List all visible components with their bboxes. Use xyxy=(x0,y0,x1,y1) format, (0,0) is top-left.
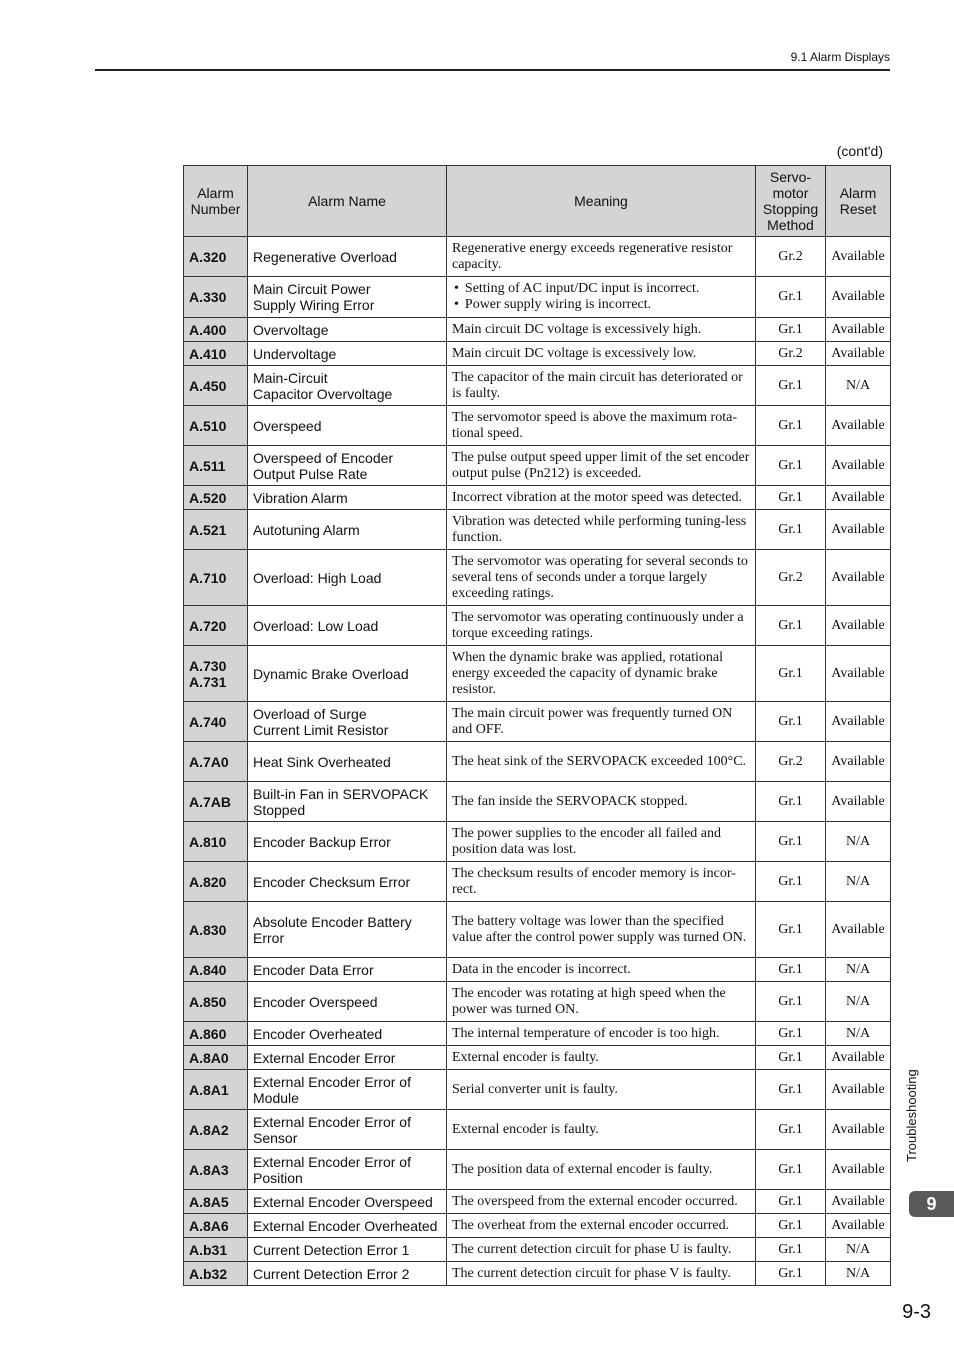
alarm-name: Dynamic Brake Overload xyxy=(248,646,447,702)
stopping-method: Gr.1 xyxy=(756,606,826,646)
alarm-meaning: The overheat from the external encoder occurred. xyxy=(447,1214,756,1238)
header-rule xyxy=(95,69,890,71)
alarm-name: Overspeed xyxy=(248,406,447,446)
col-header-stopping: Servo- motor Stopping Method xyxy=(756,166,826,237)
running-header: 9.1 Alarm Displays xyxy=(790,50,890,64)
stopping-method: Gr.1 xyxy=(756,277,826,318)
table-row xyxy=(184,342,891,366)
alarm-name: Encoder Overspeed xyxy=(248,982,447,1022)
stopping-method: Gr.1 xyxy=(756,862,826,902)
stopping-method: Gr.1 xyxy=(756,958,826,982)
stopping-method: Gr.1 xyxy=(756,1110,826,1150)
alarm-meaning: The servomotor speed is above the maximum rota-tional speed. xyxy=(447,406,756,446)
alarm-name: External Encoder Error of Module xyxy=(248,1070,447,1110)
table-row xyxy=(184,1046,891,1070)
alarm-number: A.8A3 xyxy=(184,1150,248,1190)
stopping-method: Gr.1 xyxy=(756,1046,826,1070)
alarm-number: A.850 xyxy=(184,982,248,1022)
table-row xyxy=(184,1150,891,1190)
table-row xyxy=(184,646,891,702)
stopping-method: Gr.2 xyxy=(756,742,826,782)
alarm-name: Overload of Surge Current Limit Resistor xyxy=(248,702,447,742)
alarm-number: A.840 xyxy=(184,958,248,982)
alarm-name: Encoder Backup Error xyxy=(248,822,447,862)
alarm-reset: N/A xyxy=(826,982,891,1022)
alarm-meaning: Data in the encoder is incorrect. xyxy=(447,958,756,982)
bullet-item: • Setting of AC input/DC input is incorrect. xyxy=(452,281,750,297)
stopping-method: Gr.1 xyxy=(756,1214,826,1238)
alarm-reset: Available xyxy=(826,1070,891,1110)
alarm-meaning: The fan inside the SERVOPACK stopped. xyxy=(447,782,756,822)
table-row xyxy=(184,550,891,606)
table-row xyxy=(184,366,891,406)
alarm-reset: Available xyxy=(826,318,891,342)
alarm-reset: Available xyxy=(826,342,891,366)
alarm-reset: Available xyxy=(826,277,891,318)
stopping-method: Gr.1 xyxy=(756,646,826,702)
alarm-reset: Available xyxy=(826,510,891,550)
alarm-number: A.510 xyxy=(184,406,248,446)
table-row xyxy=(184,782,891,822)
alarm-meaning: The internal temperature of encoder is too high. xyxy=(447,1022,756,1046)
alarm-name: Vibration Alarm xyxy=(248,486,447,510)
alarm-name: Encoder Overheated xyxy=(248,1022,447,1046)
alarm-meaning: When the dynamic brake was applied, rotational energy exceeded the capacity of dynamic brake resistor. xyxy=(447,646,756,702)
stopping-method: Gr.2 xyxy=(756,550,826,606)
alarm-reset: Available xyxy=(826,606,891,646)
table-row xyxy=(184,1238,891,1262)
stopping-method: Gr.1 xyxy=(756,702,826,742)
alarm-name: External Encoder Error of Position xyxy=(248,1150,447,1190)
alarm-meaning: The heat sink of the SERVOPACK exceeded 100°C. xyxy=(447,742,756,782)
alarm-name: Undervoltage xyxy=(248,342,447,366)
alarm-number: A.7A0 xyxy=(184,742,248,782)
alarm-number: A.8A6 xyxy=(184,1214,248,1238)
alarm-number: A.8A2 xyxy=(184,1110,248,1150)
alarm-number: A.521 xyxy=(184,510,248,550)
table-row xyxy=(184,486,891,510)
table-row xyxy=(184,1190,891,1214)
stopping-method: Gr.1 xyxy=(756,982,826,1022)
alarm-number: A.740 xyxy=(184,702,248,742)
alarm-meaning: The checksum results of encoder memory is incor-rect. xyxy=(447,862,756,902)
alarm-name: Absolute Encoder Battery Error xyxy=(248,902,447,958)
alarm-number: A.710 xyxy=(184,550,248,606)
alarm-name: External Encoder Error of Sensor xyxy=(248,1110,447,1150)
table-row xyxy=(184,406,891,446)
alarm-number: A.b32 xyxy=(184,1262,248,1286)
alarm-reset: Available xyxy=(826,1046,891,1070)
page-number: 9-3 xyxy=(902,1301,931,1323)
stopping-method: Gr.1 xyxy=(756,822,826,862)
alarm-number: A.330 xyxy=(184,277,248,318)
alarm-reset: Available xyxy=(826,702,891,742)
chapter-tab: 9 xyxy=(909,1191,954,1217)
alarm-number: A.410 xyxy=(184,342,248,366)
alarm-number: A.8A1 xyxy=(184,1070,248,1110)
alarm-number: A.8A5 xyxy=(184,1190,248,1214)
alarm-reset: Available xyxy=(826,550,891,606)
col-header-reset: Alarm Reset xyxy=(826,166,891,237)
alarm-number: A.730 A.731 xyxy=(184,646,248,702)
alarm-name: Overload: High Load xyxy=(248,550,447,606)
alarm-name: Built-in Fan in SERVOPACK Stopped xyxy=(248,782,447,822)
stopping-method: Gr.1 xyxy=(756,406,826,446)
alarm-name: Autotuning Alarm xyxy=(248,510,447,550)
alarm-meaning: The power supplies to the encoder all failed and position data was lost. xyxy=(447,822,756,862)
stopping-method: Gr.2 xyxy=(756,342,826,366)
alarm-number: A.830 xyxy=(184,902,248,958)
alarm-meaning: The encoder was rotating at high speed when the power was turned ON. xyxy=(447,982,756,1022)
alarm-meaning: Main circuit DC voltage is excessively high. xyxy=(447,318,756,342)
alarm-rows xyxy=(184,237,891,1286)
alarm-name: Main Circuit Power Supply Wiring Error xyxy=(248,277,447,318)
stopping-method: Gr.1 xyxy=(756,1070,826,1110)
alarm-meaning: External encoder is faulty. xyxy=(447,1046,756,1070)
table-row xyxy=(184,277,891,318)
table-row xyxy=(184,1110,891,1150)
alarm-meaning: Serial converter unit is faulty. xyxy=(447,1070,756,1110)
col-header-name: Alarm Name xyxy=(248,166,447,237)
alarm-number: A.820 xyxy=(184,862,248,902)
alarm-table xyxy=(183,165,891,1286)
alarm-meaning: The main circuit power was frequently turned ON and OFF. xyxy=(447,702,756,742)
table-row xyxy=(184,1262,891,1286)
table-row xyxy=(184,702,891,742)
stopping-method: Gr.1 xyxy=(756,902,826,958)
alarm-name: Main-Circuit Capacitor Overvoltage xyxy=(248,366,447,406)
alarm-reset: Available xyxy=(826,446,891,486)
alarm-reset: N/A xyxy=(826,958,891,982)
alarm-meaning: The servomotor was operating for several seconds to several tens of seconds under a torque largely exceeding ratings. xyxy=(447,550,756,606)
col-header-number: Alarm Number xyxy=(184,166,248,237)
alarm-number: A.450 xyxy=(184,366,248,406)
alarm-name: External Encoder Overspeed xyxy=(248,1190,447,1214)
stopping-method: Gr.1 xyxy=(756,1022,826,1046)
col-header-meaning: Meaning xyxy=(447,166,756,237)
alarm-number: A.511 xyxy=(184,446,248,486)
table-row xyxy=(184,1022,891,1046)
alarm-name: Overspeed of Encoder Output Pulse Rate xyxy=(248,446,447,486)
stopping-method: Gr.1 xyxy=(756,510,826,550)
alarm-meaning: The current detection circuit for phase V is faulty. xyxy=(447,1262,756,1286)
alarm-number: A.8A0 xyxy=(184,1046,248,1070)
table-row xyxy=(184,958,891,982)
alarm-name: Heat Sink Overheated xyxy=(248,742,447,782)
alarm-name: Encoder Checksum Error xyxy=(248,862,447,902)
alarm-meaning: Incorrect vibration at the motor speed was detected. xyxy=(447,486,756,510)
chapter-side-label: Troubleshooting xyxy=(904,1069,919,1162)
alarm-meaning xyxy=(447,277,756,318)
stopping-method: Gr.1 xyxy=(756,1238,826,1262)
alarm-meaning: The capacitor of the main circuit has deteriorated or is faulty. xyxy=(447,366,756,406)
table-row xyxy=(184,902,891,958)
stopping-method: Gr.1 xyxy=(756,1262,826,1286)
alarm-reset: Available xyxy=(826,486,891,510)
stopping-method: Gr.1 xyxy=(756,446,826,486)
alarm-reset: Available xyxy=(826,902,891,958)
alarm-name: Current Detection Error 2 xyxy=(248,1262,447,1286)
alarm-reset: Available xyxy=(826,237,891,277)
alarm-number: A.7AB xyxy=(184,782,248,822)
alarm-meaning: The position data of external encoder is faulty. xyxy=(447,1150,756,1190)
alarm-reset: N/A xyxy=(826,1022,891,1046)
stopping-method: Gr.1 xyxy=(756,366,826,406)
alarm-reset: N/A xyxy=(826,366,891,406)
continued-label: (cont'd) xyxy=(836,143,883,159)
table-row xyxy=(184,862,891,902)
table-row xyxy=(184,446,891,486)
alarm-name: Regenerative Overload xyxy=(248,237,447,277)
stopping-method: Gr.1 xyxy=(756,1150,826,1190)
alarm-number: A.720 xyxy=(184,606,248,646)
table-row xyxy=(184,822,891,862)
alarm-number: A.810 xyxy=(184,822,248,862)
alarm-meaning: The pulse output speed upper limit of the set encoder output pulse (Pn212) is exceeded. xyxy=(447,446,756,486)
alarm-number: A.b31 xyxy=(184,1238,248,1262)
table-row xyxy=(184,606,891,646)
alarm-meaning: The overspeed from the external encoder occurred. xyxy=(447,1190,756,1214)
alarm-reset: Available xyxy=(826,646,891,702)
alarm-reset: Available xyxy=(826,406,891,446)
alarm-reset: N/A xyxy=(826,822,891,862)
table-header-row xyxy=(184,166,891,237)
alarm-reset: N/A xyxy=(826,1238,891,1262)
alarm-reset: Available xyxy=(826,1150,891,1190)
table-row xyxy=(184,1214,891,1238)
alarm-meaning: The current detection circuit for phase U is faulty. xyxy=(447,1238,756,1262)
alarm-name: External Encoder Overheated xyxy=(248,1214,447,1238)
table-row xyxy=(184,318,891,342)
stopping-method: Gr.2 xyxy=(756,237,826,277)
alarm-name: Overload: Low Load xyxy=(248,606,447,646)
alarm-meaning: Main circuit DC voltage is excessively low. xyxy=(447,342,756,366)
bullet-item: • Power supply wiring is incorrect. xyxy=(452,297,750,313)
alarm-name: External Encoder Error xyxy=(248,1046,447,1070)
table-row xyxy=(184,510,891,550)
alarm-number: A.320 xyxy=(184,237,248,277)
stopping-method: Gr.1 xyxy=(756,782,826,822)
alarm-meaning: The battery voltage was lower than the specified value after the control power supply was turned ON. xyxy=(447,902,756,958)
stopping-method: Gr.1 xyxy=(756,1190,826,1214)
table-row xyxy=(184,982,891,1022)
alarm-meaning: The servomotor was operating continuously under a torque exceeding ratings. xyxy=(447,606,756,646)
alarm-reset: N/A xyxy=(826,1262,891,1286)
alarm-reset: Available xyxy=(826,782,891,822)
alarm-meaning: Regenerative energy exceeds regenerative resistor capacity. xyxy=(447,237,756,277)
alarm-meaning: External encoder is faulty. xyxy=(447,1110,756,1150)
alarm-reset: Available xyxy=(826,1190,891,1214)
stopping-method: Gr.1 xyxy=(756,486,826,510)
alarm-reset: Available xyxy=(826,1214,891,1238)
alarm-meaning: Vibration was detected while performing tuning-less function. xyxy=(447,510,756,550)
table-row xyxy=(184,742,891,782)
alarm-number: A.860 xyxy=(184,1022,248,1046)
alarm-reset: Available xyxy=(826,742,891,782)
alarm-reset: N/A xyxy=(826,862,891,902)
alarm-number: A.400 xyxy=(184,318,248,342)
alarm-number: A.520 xyxy=(184,486,248,510)
alarm-reset: Available xyxy=(826,1110,891,1150)
alarm-name: Encoder Data Error xyxy=(248,958,447,982)
alarm-name: Overvoltage xyxy=(248,318,447,342)
table-row xyxy=(184,237,891,277)
stopping-method: Gr.1 xyxy=(756,318,826,342)
alarm-name: Current Detection Error 1 xyxy=(248,1238,447,1262)
table-row xyxy=(184,1070,891,1110)
